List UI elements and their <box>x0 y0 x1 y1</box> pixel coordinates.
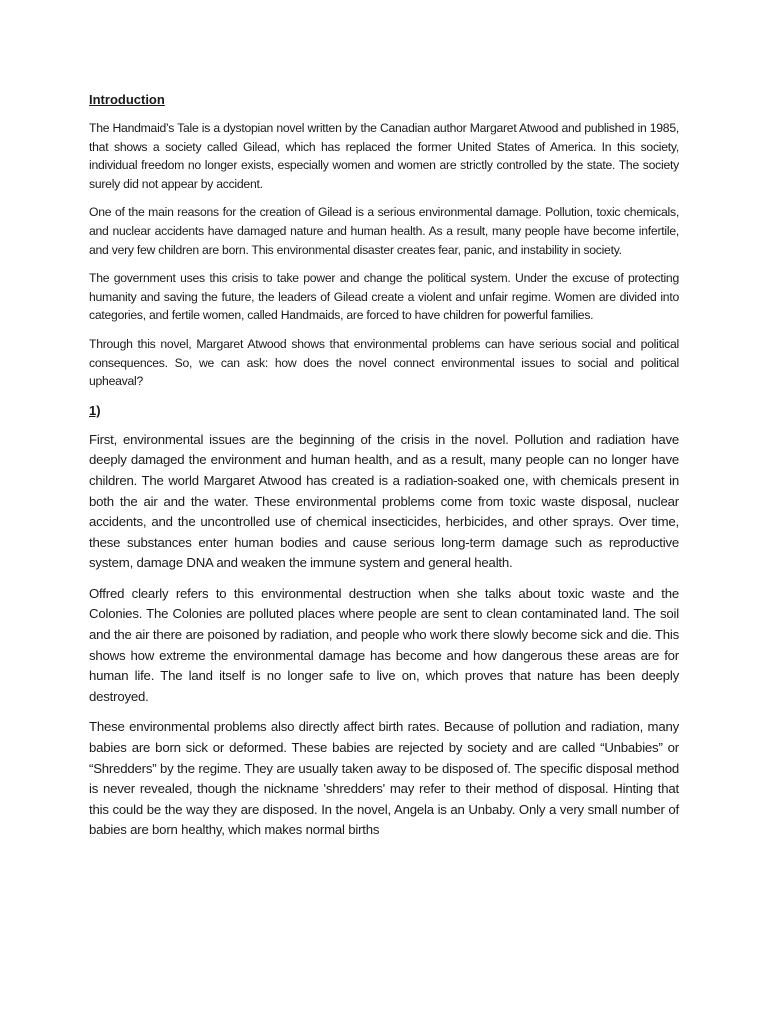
intro-paragraph-3: The government uses this crisis to take power and change the political system. Under the excuse of protecting humanity and saving the future, the leaders of Gilead create a violent and unfair regime. Women are divided into categories, and fertile women, called Handmaids, are forced to have children for powerful families. <box>89 271 679 323</box>
section-1-paragraph-1: First, environmental issues are the beginning of the crisis in the novel. Pollution and radiation have deeply damaged the environment and human health, and as a result, many people can no longer have children. The world Margaret Atwood has created is a radiation-soaked one, with chemicals present in both the air and the water. These environmental problems come from toxic waste disposal, nuclear accidents, and the uncontrolled use of chemical insecticides, herbicides, and other sprays. Over time, these substances enter human bodies and cause serious long-term damage such as reproductive system, damage DNA and weaken the immune system and general health. <box>89 431 679 571</box>
intro-paragraph-2: One of the main reasons for the creation of Gilead is a serious environmental damage. Pollution, toxic chemicals, and nuclear accidents have damaged nature and human health. As a result, many people have become infertile, and very few children are born. This environmental disaster creates fear, panic, and instability in society. <box>89 205 679 257</box>
intro-paragraph-4: Through this novel, Margaret Atwood shows that environmental problems can have serious social and political consequences. So, we can ask: how does the novel connect environmental issues to social and political upheaval? <box>89 336 679 389</box>
intro-heading: Introduction <box>89 92 165 107</box>
document-page <box>89 90 679 851</box>
section-1-paragraph-2: Offred clearly refers to this environmental destruction when she talks about toxic waste and the Colonies. The Colonies are polluted places where people are sent to clean contaminated land. The soil and the air there are poisoned by radiation, and people who work there slowly become sick and die. This shows how extreme the environmental damage has become and how dangerous these areas are for human life. The land itself is no longer safe to live on, which proves that nature has been deeply destroyed. <box>89 585 679 704</box>
section-1-paragraph-3: These environmental problems also directly affect birth rates. Because of pollution and radiation, many babies are born sick or deformed. These babies are rejected by society and are called “Unbabies” or “Shredders” by the regime. They are usually taken away to be disposed of. The specific disposal method is never revealed, though the nickname 'shredders' may refer to their method of disposal. Hinting that this could be the way they are disposed. In the novel, Angela is an Unbaby. Only a very small number of babies are born healthy, which makes normal births <box>89 719 679 838</box>
section-1-heading: 1) <box>89 402 101 418</box>
intro-paragraph-1: The Handmaid’s Tale is a dystopian novel written by the Canadian author Margaret Atwood and published in 1985, that shows a society called Gilead, which has replaced the former United States of America. In this society, individual freedom no longer exists, especially women and women are strictly controlled by the state. The society surely did not appear by accident. <box>89 121 679 191</box>
